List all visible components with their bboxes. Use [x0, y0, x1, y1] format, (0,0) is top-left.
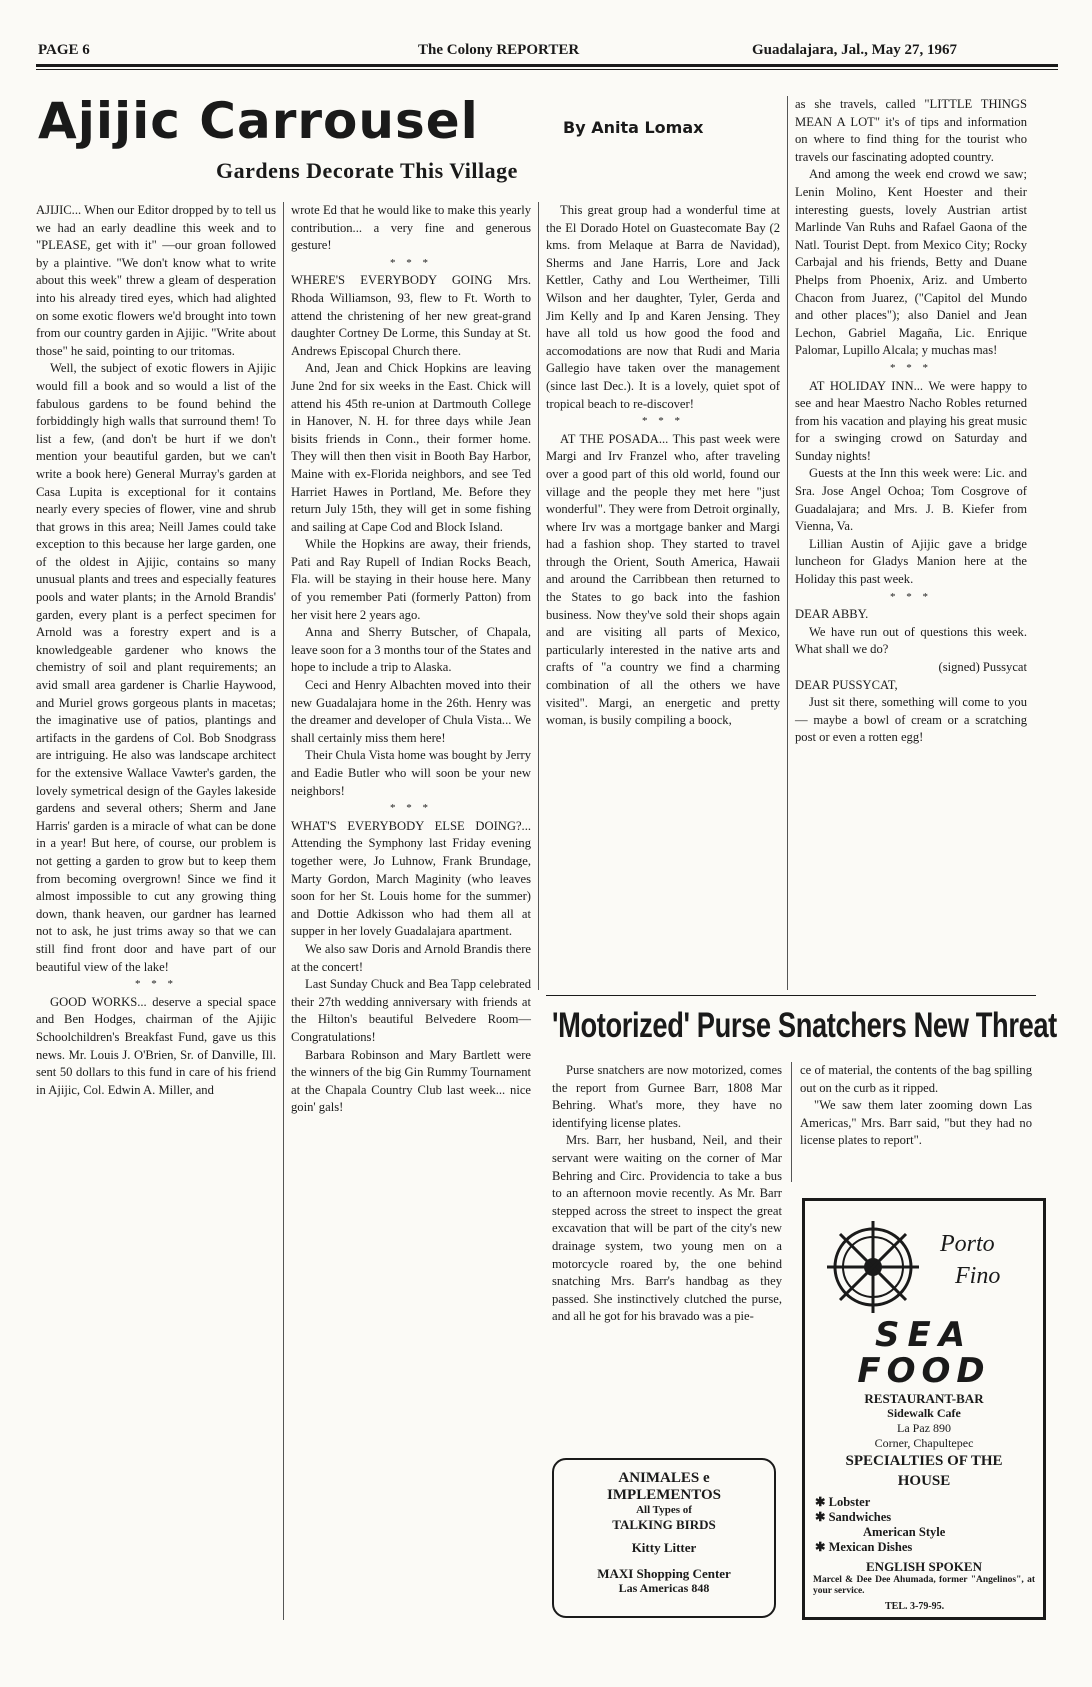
ship-wheel-icon — [825, 1219, 921, 1320]
masthead-rule — [36, 64, 1058, 67]
subhead: Gardens Decorate This Village — [216, 158, 518, 183]
col2-para: We also saw Doris and Arnold Brandis there at the concert! — [291, 941, 531, 974]
col2-para: Their Chula Vista home was bought by Jerry and Eadie Butler who will soon be your new neighbors! — [291, 748, 531, 798]
col1-para: GOOD WORKS... deserve a special space and Ben Hodges, chairman of the Ajijic Schoolchildren's Breakfast Fund, gave us this news. Mr. Louis J. O'Brien, Sr. of Danville, Ill. sent 50 dollars to this fund in care of his friend in Ajijic, Col. Edwin A. Miller, and — [36, 994, 276, 1097]
col4-para: And among the week end crowd we saw; Lenin Molino, Kent Hoester and their interesting guests, lovely Austrian artist Marlinde Van Ruhs and Rafael Gaona of the Natl. Tourist Dept. from Mexico City; Rocky Carbajal and his friends, Betty and Duane Phelps from Phoenix, Ariz. and Umberto Chacon from Juarez, ("Capitol del Mundo and other places"); also Daniel and Jean Lechon, Gabriel Magaña, Lic. Enrique Palomar, Lupillo Alcala; y muchas mas! — [795, 167, 1027, 358]
page-number: PAGE 6 — [38, 42, 90, 58]
menu-item: American Style — [863, 1525, 946, 1539]
separator-stars: * * * — [135, 978, 177, 991]
newspaper-name: The Colony REPORTER — [418, 42, 580, 58]
ad-line: TALKING BIRDS — [612, 1517, 716, 1532]
column-1 — [36, 202, 276, 1099]
ad-line: MAXI Shopping Center — [597, 1566, 731, 1581]
column-divider — [538, 202, 539, 990]
masthead-rule-thin — [36, 69, 1058, 70]
seafood-ad — [802, 1198, 1046, 1620]
column-divider — [283, 202, 284, 1620]
col2-para: Barbara Robinson and Mary Bartlett were the winners of the big Gin Rummy Tournament at the Chapala Country Club last week... nice goin' gals! — [291, 1047, 531, 1115]
menu-item: ✱ Sandwiches — [815, 1510, 892, 1524]
col2-para: WHERE'S EVERYBODY GOING Mrs. Rhoda Williamson, 93, flew to Ft. Worth to attend the christening of her new great-grand daughter Cortney De Lorme, this Sunday at St. Andrews Episcopal Church there. — [291, 273, 531, 358]
column-divider — [791, 1062, 792, 1182]
col2-para: Anna and Sherry Butscher, of Chapala, leave soon for a 3 months tour of the States and hope to include a trip to Alaska. — [291, 625, 531, 675]
ad-line: Marcel & Dee Dee Ahumada, former "Angelinos", at your service. — [813, 1575, 1035, 1596]
purse-para: Purse snatchers are now motorized, comes the report from Gurnee Barr, 1808 Mar Behring. What's more, they have no identifying license plates. — [552, 1063, 782, 1130]
col1-para: Well, the subject of exotic flowers in Ajijic would fill a book and so would a list of the fabulous gardens to be found behind the forbiddingly high walls that surround them! To list a few, (and don't be hurt if we don't mention your beautiful garden, but we can't write a book here) General Murray's garden at Casa Lupita is exceptional for it contains nearly every species of flower, vine and shrub that grows in this area; Neill James could take exception to this because her large garden, one of the oldest in Ajijic, contains so many unusual plants and trees and especially features pools and water plants; in the Arnold Brandis' garden, every plant is a perfect specimen for Arnold was a forestry expert and is a knowledgeable gardener who knows the chemistry of soil and plant requirements; an avid small area gardener is Charlie Haywood, and Muriel grows gorgeous plants in macetas; the imaginative use of patios, plantings and artifacts in the gardens of Col. Bob Snodgrass are intriguing. He also was landscape architect for the extensive Wallace Vawter's garden, the lovely symetrical design of the Gayles lakeside gardens and several others; Sherm and Jane Harris' garden is a miracle of what can be done in a year! But here, of course, our problem is not getting a garden to grow but to keep them from becoming overgrown! Since we find it almost impossible to cut any growing thing down, thank heaven, our gardner has learned not to ask, he just trims away so that we can still find front door and have part of our beautiful view of the lake! — [36, 361, 276, 974]
ad-line: ENGLISH SPOKEN — [866, 1559, 982, 1574]
col4-para: Lillian Austin of Ajijic gave a bridge luncheon for Gladys Manion here at the Holiday this past week. — [795, 536, 1027, 587]
col4-para: AT HOLIDAY INN... We were happy to see and hear Maestro Nacho Robles returned from his vacation and playing his great music for a swinging crowd on Saturday and Sunday nights! — [795, 378, 1027, 463]
separator-stars: * * * — [390, 802, 432, 815]
col4-para: We have run out of questions this week. What shall we do? — [795, 624, 1027, 657]
purse-right-column — [800, 1062, 1032, 1150]
ad-line: SPECIALTIES OF THE — [845, 1453, 1003, 1469]
column-4 — [795, 96, 1027, 747]
ad-line: IMPLEMENTOS — [607, 1487, 721, 1503]
food-text: FOOD — [857, 1351, 991, 1391]
col4-para: Just sit there, something will come to you— maybe a bowl of cream or a scratching post or even a rotten egg! — [795, 695, 1027, 745]
article-rule — [546, 995, 1036, 996]
dear-abby-heading: DEAR ABBY. — [795, 607, 869, 622]
dateline: Guadalajara, Jal., May 27, 1967 — [752, 42, 957, 58]
ad-line: TEL. 3-79-95. — [885, 1601, 945, 1612]
logo-text: Fino — [955, 1263, 1001, 1289]
pet-shop-ad — [552, 1458, 776, 1618]
ad-line: Corner, Chapultepec — [874, 1436, 974, 1450]
signature: (signed) Pussycat — [938, 660, 1027, 674]
ad-line: HOUSE — [897, 1473, 951, 1489]
separator-stars: * * * — [642, 415, 684, 428]
column-title: Ajijic Carrousel — [38, 92, 479, 150]
separator-stars: * * * — [890, 590, 932, 603]
separator-stars: * * * — [390, 256, 432, 269]
separator-stars: * * * — [890, 361, 932, 374]
ad-line: All Types of — [636, 1504, 692, 1516]
byline: By Anita Lomax — [563, 118, 704, 137]
col2-para: WHAT'S EVERYBODY ELSE DOING?... Attending the Symphony last Friday evening together were, Jo Luhnow, Frank Brundage, Marty Gordon, March Maginity (who leaves soon for her St. Louis home for the summer) and Dottie Adkisson who had them all at supper in her lovely Guadalajara apartment. — [291, 818, 531, 939]
logo-text: Porto — [940, 1231, 995, 1257]
purse-para: ce of material, the contents of the bag spilling out on the curb as it ripped. — [800, 1063, 1032, 1095]
dear-pussycat-heading: DEAR PUSSYCAT, — [795, 677, 898, 692]
column-2 — [291, 202, 531, 1117]
col4-para: as she travels, called "LITTLE THINGS MEAN A LOT" it's of tips and information on where to find thing for the tourist who travels our fascinating adopted country. — [795, 97, 1027, 164]
ad-line: La Paz 890 — [897, 1421, 951, 1435]
col2-para: Last Sunday Chuck and Bea Tapp celebrated their 27th wedding anniversary with friends at the Hilton's beautiful Belvedere Room—Congratulations! — [291, 977, 531, 1044]
col2-para: While the Hopkins are away, their friends, Pati and Ray Rupell of Indian Rocks Beach, Fla. will be staying in their house here. Many of you remember Pati (formerly Patton) from her visit here 2 years ago. — [291, 537, 531, 622]
purse-para: "We saw them later zooming down Las Americas," Mrs. Barr said, "but they had no license plates to report". — [800, 1098, 1032, 1148]
ad-line: RESTAURANT-BAR — [864, 1391, 984, 1406]
purse-left-column — [552, 1062, 782, 1326]
menu-item: ✱ Lobster — [815, 1495, 871, 1509]
ad-line: Kitty Litter — [631, 1540, 697, 1555]
column-3 — [546, 202, 780, 730]
star-icon: ✱ — [815, 1510, 829, 1524]
col3-para: AT THE POSADA... This past week were Margi and Irv Franzel who, after traveling over a good part of this old world, found our village and the people they met here "just wonderful". They were from Detroit orginally, where Irv was a mortgage banker and Margi had a fashion shop. They started to travel through the Orient, South America, Hawaii and around the Carribbean then returned to the States to go back into the fashion business. Now they've sold their shops again and are visiting all parts of Mexico, particularly interested in the native arts and crafts of "a country we find a charming combination of all the others we have visited". Margi, an energetic and pretty woman, is busily compiling a boock, — [546, 431, 780, 728]
ad-line: Sidewalk Cafe — [887, 1406, 961, 1420]
purse-para: Mrs. Barr, her husband, Neil, and their servant were waiting on the corner of Mar Behring and Circ. Providencia to take a bus to an afternoon movie recently. As Mr. Barr stepped across the street to inspect the great excavation that will be part of the city's new drainage system, two young men on a motorcycle roared by, the one behind snatching Mrs. Barr's handbag as they passed. She instinctively clutched the purse, and all he got for his bravado was a pie- — [552, 1133, 782, 1324]
col3-para: This great group had a wonderful time at the El Dorado Hotel on Guastecomate Bay (2 kms. from Melaque at Barra de Navidad), Sherms and Jane Harris, Lore and Jack Kettler, Cathy and Lou Wertheimer, Tilli Wilson and her daughter, Tyler, Gerda and Jim Kelly and Ip and Karen Jensing. They have all told us how good the food and accomodations are now that Rudi and Maria Gallegio have taken over the management (since last Dec.). It is a lovely, quiet spot of tropical beach to re-discover! — [546, 203, 780, 411]
ad-line: ANIMALES e — [618, 1470, 710, 1486]
col2-para: wrote Ed that he would like to make this yearly contribution... a very fine and generous gesture! — [291, 203, 531, 253]
sea-text: SEA — [874, 1315, 974, 1355]
star-icon: ✱ — [815, 1540, 829, 1554]
star-icon: ✱ — [815, 1495, 829, 1509]
column-divider — [787, 96, 788, 990]
col2-para: And, Jean and Chick Hopkins are leaving June 2nd for six weeks in the East. Chick will attend his 45th re-union at Dartmouth College in Hanover, N. H. for three days while Jean bisits friends in Conn., their former home. They will then then visit in Booth Bay Harbor, Maine with ex-Florida neighbors, and see Ted Harriet Hawes in Portland, Me. Before they return July 15th, they will get in some fishing and sailing at Cape Cod and Block Island. — [291, 361, 531, 534]
purse-headline: 'Motorized' Purse Snatchers New Threat — [552, 1006, 1057, 1045]
menu-item: ✱ Mexican Dishes — [815, 1540, 913, 1554]
col2-para: Ceci and Henry Albachten moved into their new Guadalajara home in the 26th. Henry was the dreamer and developer of Chula Vista... We shall certainly miss them here! — [291, 678, 531, 745]
ad-line: Las Americas 848 — [618, 1581, 710, 1595]
col1-para: AJIJIC... When our Editor dropped by to tell us we had an early deadline this week and to "PLEASE, get with it" —our groan followed by a plaintive. "We don't know what to write about this week" threw a gleam of desperation into his already tired eyes, which had alighted on some exotic flowers we'd brought into town from our country garden in Ajijic. "Write about those" he said, pointing to our tritomas. — [36, 203, 276, 358]
col4-para: Guests at the Inn this week were: Lic. and Sra. Jose Angel Ochoa; Tom Cosgrove of Guadalajara; and Mrs. J. B. Kiefer from Vienna, Va. — [795, 466, 1027, 534]
menu-list — [815, 1495, 945, 1555]
